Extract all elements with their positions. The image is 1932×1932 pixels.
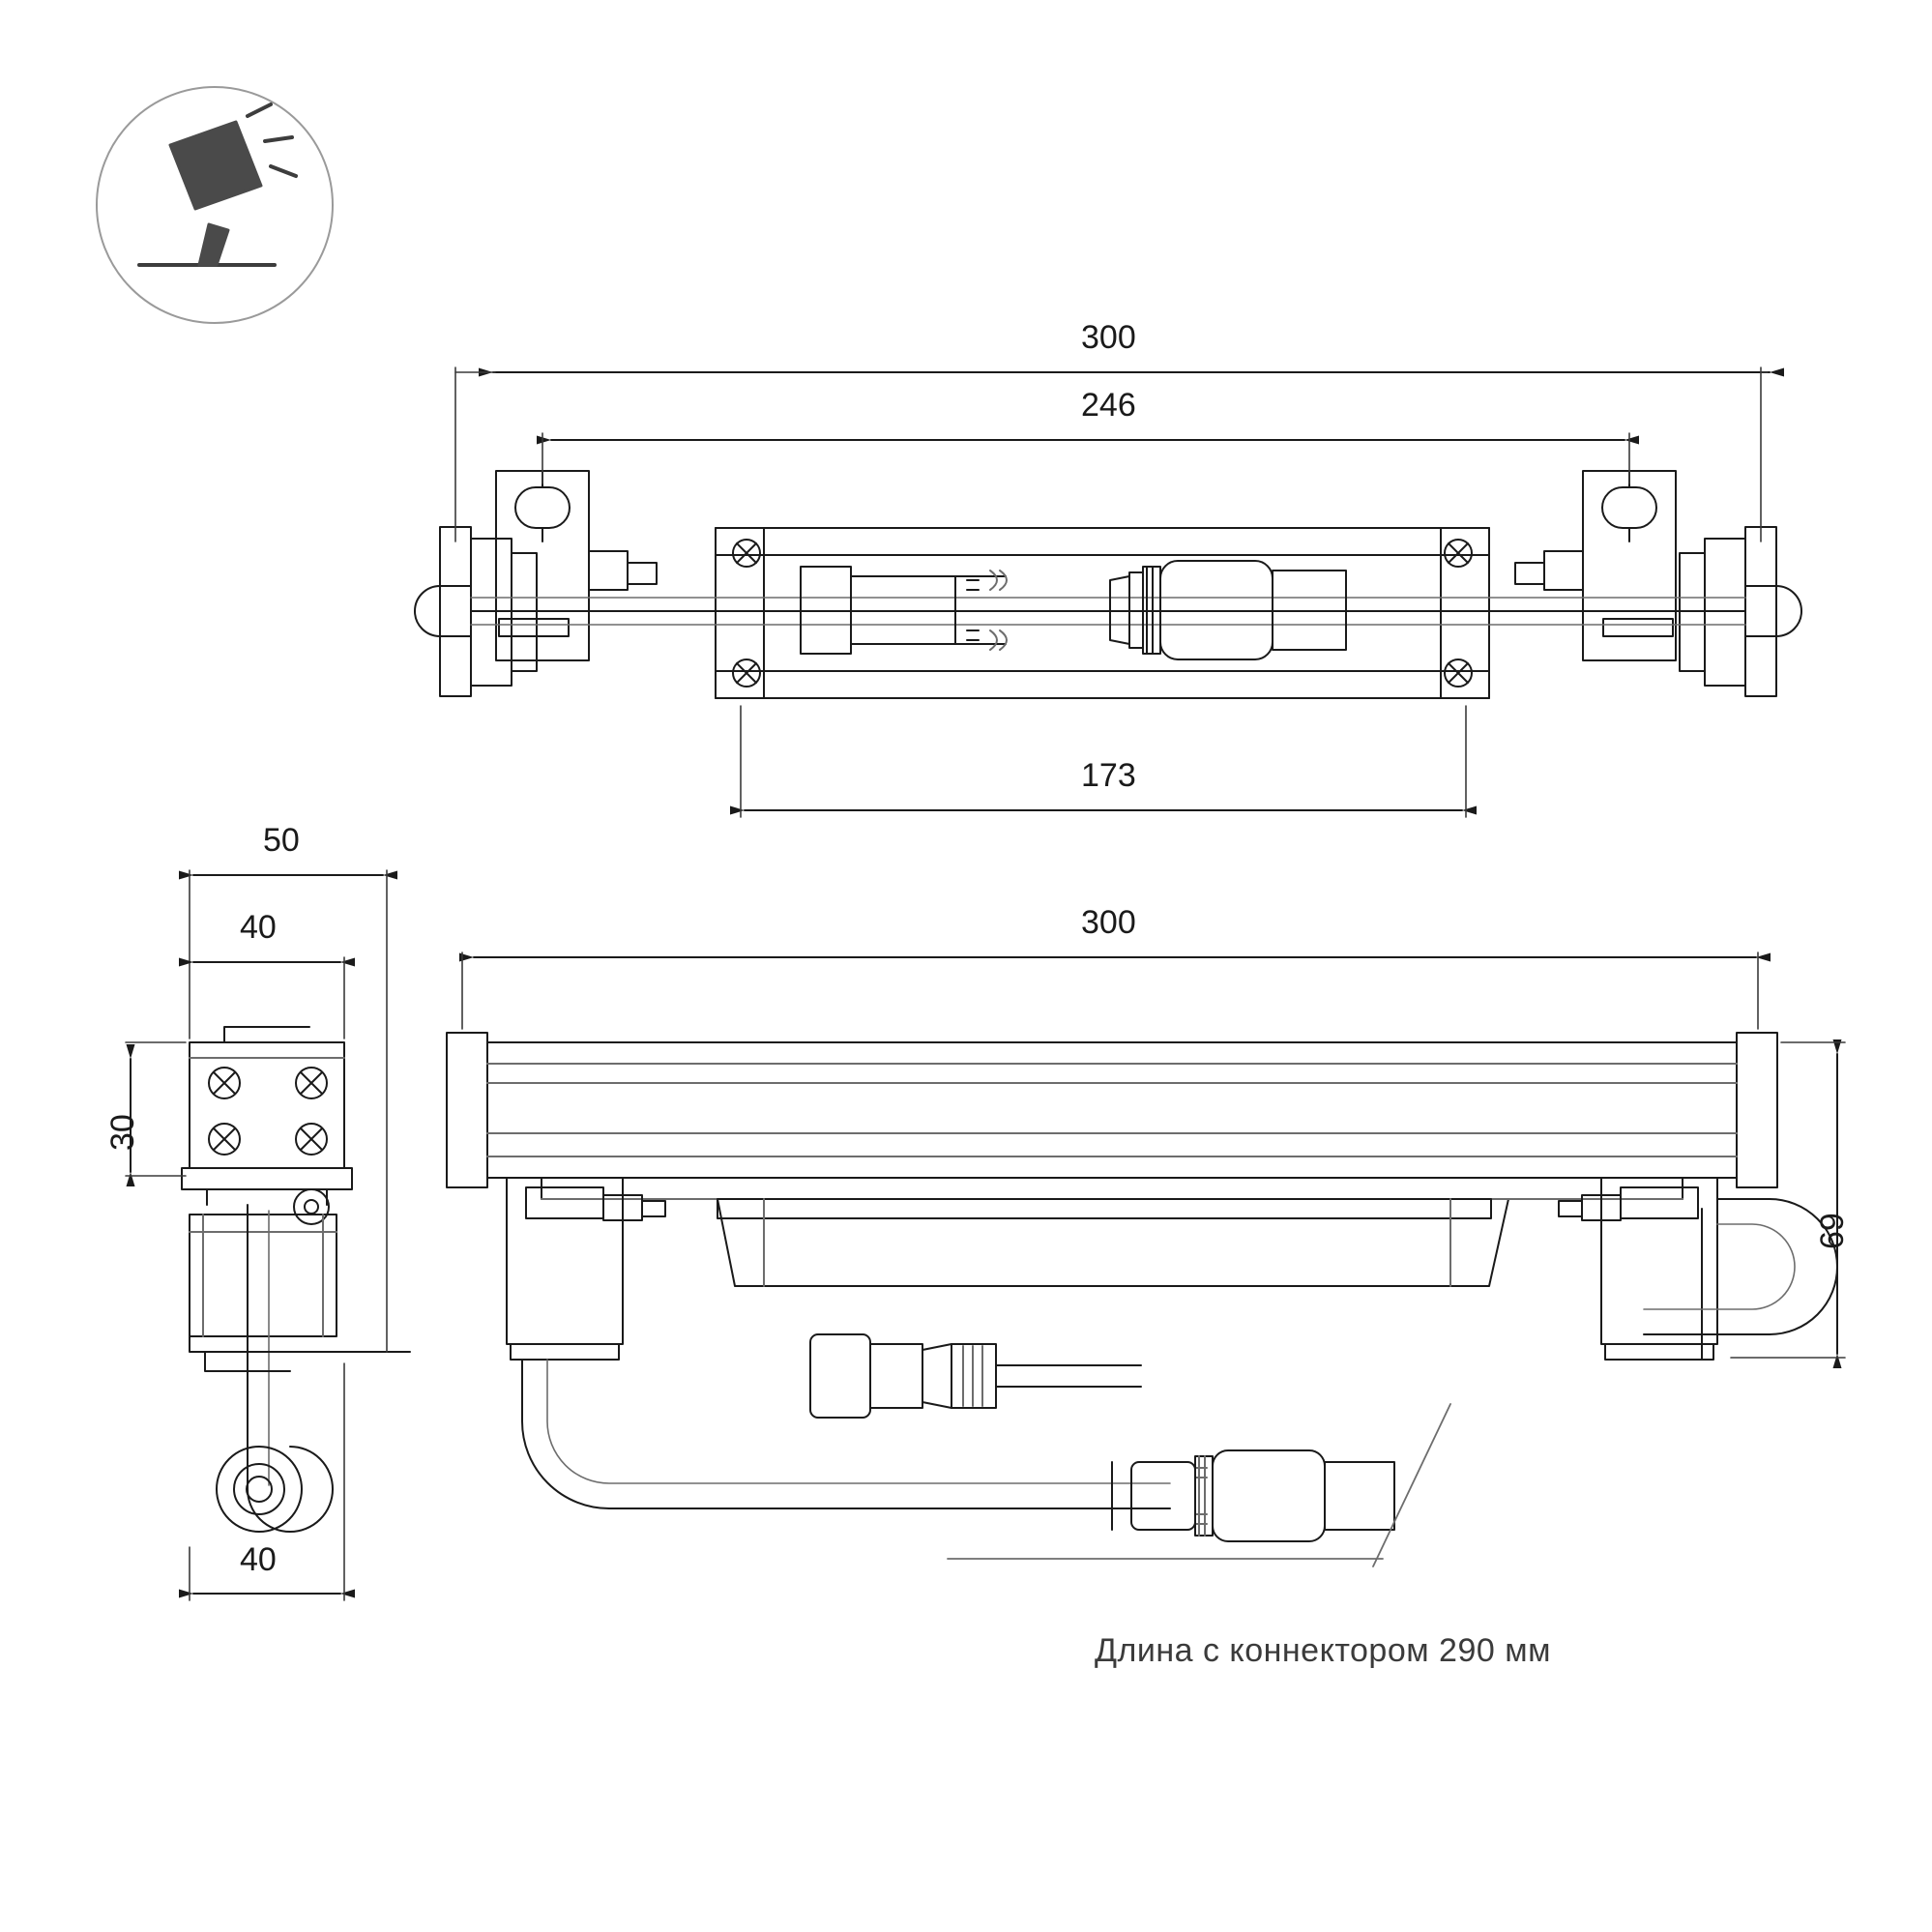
- dimension-label-top-overall: 300: [1081, 319, 1136, 356]
- dimension-label-front-length: 300: [1081, 904, 1136, 941]
- connector-length-note: Длина с коннектором 290 мм: [1095, 1632, 1551, 1669]
- side-view-geometry: [182, 1027, 410, 1532]
- dimension-lines: [126, 367, 1845, 1600]
- top-view-geometry: [415, 471, 1801, 698]
- dimension-label-top-brackets: 246: [1081, 387, 1136, 424]
- dimension-label-side-height: 30: [104, 1114, 141, 1151]
- spotlight-on-stake-icon: [97, 87, 333, 323]
- dimension-label-side-width-outer: 50: [263, 822, 300, 859]
- front-inline-connector: [810, 1334, 1141, 1418]
- dimension-label-side-width-inner: 40: [240, 909, 277, 946]
- dimension-label-top-body: 173: [1081, 757, 1136, 794]
- front-view-geometry: [447, 1033, 1837, 1566]
- dimension-label-front-height: 69: [1814, 1213, 1851, 1249]
- dimension-label-side-base: 40: [240, 1541, 277, 1578]
- front-free-connector: [1112, 1450, 1394, 1541]
